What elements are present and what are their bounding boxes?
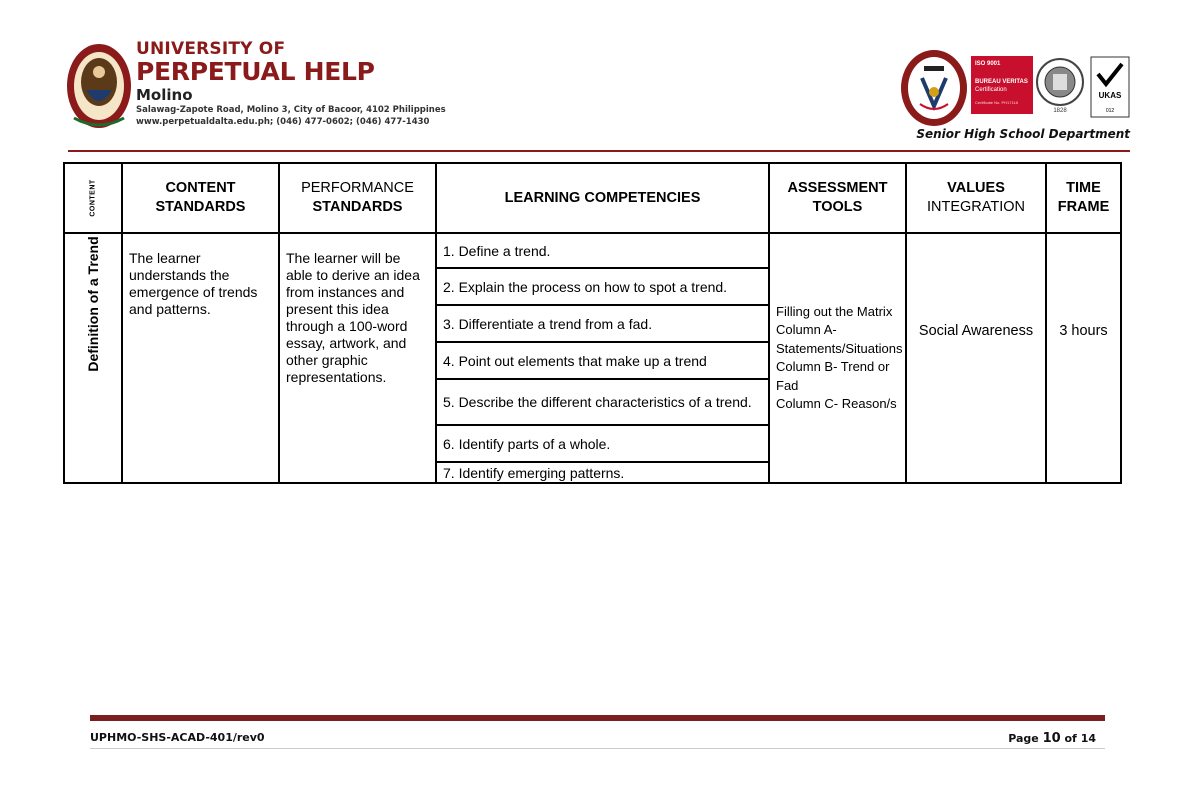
bureau-label: BUREAU VERITAS [975,79,1028,85]
ukas-logo-icon [1090,56,1130,118]
competency-item: 6. Identify parts of a whole. [437,426,768,463]
cert-number: Certificate No. PH17118 [975,100,1018,105]
content-topic: Definition of a Trend [85,236,101,372]
header-content [64,163,122,233]
of-label: of [1064,732,1077,745]
footer-thin-rule [90,748,1105,749]
university-line2: PERPETUAL HELP [136,57,375,86]
competency-item: 1. Define a trend. [437,234,768,269]
header-time-frame: TIME FRAME [1046,163,1121,233]
table-header-row [64,163,1121,233]
header-assessment-tools: ASSESSMENT TOOLS [769,163,906,233]
certification-label: Certification [975,87,1007,93]
header-divider [68,150,1130,152]
performance-standard-cell: The learner will be able to derive an idea from instances and present this idea through a 100-word essay, artwork, and other graphic representations. [279,233,436,483]
document-code: UPHMO-SHS-ACAD-401/rev0 [90,731,265,744]
assessment-line: Column B- Trend or Fad [776,359,890,393]
assessment-line: Column C- Reason/s [776,396,897,411]
department-title: Senior High School Department [916,127,1130,141]
assessment-line: Filling out the Matrix [776,303,893,319]
content-cell [64,233,122,483]
table-row [64,233,1121,483]
time-frame-cell: 3 hours [1046,233,1121,483]
svg-text:UKAS: UKAS [1098,91,1122,100]
header-performance-line2: STANDARDS [312,199,403,215]
header-values-line2: INTEGRATION [926,199,1025,215]
competency-item: 2. Explain the process on how to spot a trend. [437,269,768,306]
university-seal-logo [66,42,132,130]
curriculum-table [63,162,1122,484]
competency-item: 7. Identify emerging patterns. [443,464,625,481]
values-integration-cell: Social Awareness [906,233,1046,483]
address-text: Salawag-Zapote Road, Molino 3, City of Bacoor, 4102 Philippines [136,105,446,115]
assessment-line: Column A- Statements/Situations [776,322,903,356]
page-number: 10 [1042,731,1061,746]
iso-certification-badge [971,56,1033,114]
contact-text: www.perpetualdalta.edu.ph; (046) 477-0602; (046) 477-1430 [136,117,430,127]
svg-text:1828: 1828 [1053,108,1067,114]
svg-text:012: 012 [1105,108,1115,114]
header-performance-line1: PERFORMANCE [301,180,414,196]
bureau-veritas-seal-icon [1035,54,1085,116]
total-pages: 14 [1080,732,1096,745]
iso-label: ISO 9001 [975,61,1001,67]
competency-item: 4. Point out elements that make up a trend [437,343,768,380]
header-values-line1: VALUES [947,180,1005,196]
competency-item: 5. Describe the different characteristics of a trend. [437,380,768,426]
content-standard-cell: The learner understands the emergence of trends and patterns. [122,233,279,483]
header-values-integration [906,163,1046,233]
competencies-cell [436,233,769,483]
senior-high-school-logo [900,48,968,128]
campus-name: Molino [136,86,193,104]
header-performance-standards [279,163,436,233]
page-label: Page [1008,732,1039,745]
page-indicator [1008,731,1096,746]
competency-item: 3. Differentiate a trend from a fad. [437,306,768,343]
header-learning-competencies: LEARNING COMPETENCIES [436,163,769,233]
university-line1: UNIVERSITY OF [136,39,286,59]
assessment-cell [769,233,906,483]
footer-divider [90,715,1105,721]
header-content-label: CONTENT [89,179,97,217]
header-content-standards: CONTENT STANDARDS [122,163,279,233]
university-name-block [136,40,446,128]
